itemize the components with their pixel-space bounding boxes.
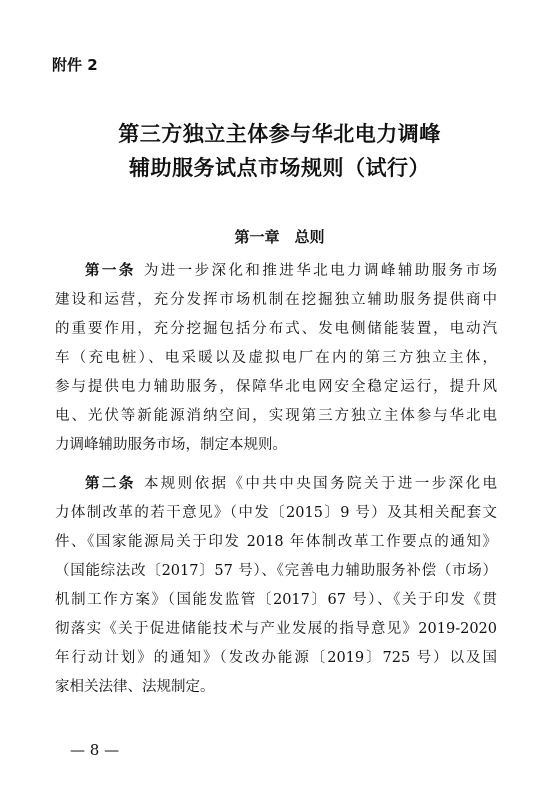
chapter-heading: 第一章 总则 bbox=[234, 228, 325, 246]
article-2-line-2: 力体制改革的若干意见》（中发〔2015〕9 号）及其相关配套文 bbox=[55, 505, 497, 521]
article-2-line-1: 第二条 本规则依据《中共中央国务院关于进一步深化电 bbox=[85, 476, 498, 492]
document-title-line-1: 第三方独立主体参与华北电力调峰 bbox=[118, 122, 441, 146]
article-1-line-4: 车（充电桩）、电采暖以及虚拟电厂在内的第三方独立主体， bbox=[55, 350, 497, 366]
article-1-line-5: 参与提供电力辅助服务，保障华北电网安全稳定运行，提升风 bbox=[55, 379, 497, 395]
article-2-line-4: （国能综法改〔2017〕57 号）、《完善电力辅助服务补偿（市场） bbox=[55, 563, 497, 579]
article-1-line-3: 的重要作用，充分挖掘包括分布式、发电侧储能装置，电动汽 bbox=[55, 321, 497, 337]
article-2-line-6: 彻落实《关于促进储能技术与产业发展的指导意见》2019-2020 bbox=[55, 621, 497, 637]
article-1-line-2: 建设和运营，充分发挥市场机制在挖掘独立辅助服务提供商中 bbox=[55, 292, 497, 308]
article-2-line-8: 家相关法律、法规制定。 bbox=[55, 679, 215, 695]
article-1-line-1: 第一条 为进一步深化和推进华北电力调峰辅助服务市场 bbox=[85, 263, 498, 279]
attachment-label: 附件 2 bbox=[52, 56, 98, 74]
article-1-line-6: 电、光伏等新能源消纳空间，实现第三方独立主体参与华北电 bbox=[55, 408, 497, 424]
article-1-line-7: 力调峰辅助服务市场，制定本规则。 bbox=[55, 437, 287, 453]
article-2-line-7: 年行动计划》的通知》（发改办能源〔2019〕725 号）以及国 bbox=[55, 650, 497, 666]
article-2-line-3: 件、《国家能源局关于印发 2018 年体制改革工作要点的通知》 bbox=[55, 534, 497, 550]
article-2-label: 第二条 bbox=[85, 476, 136, 492]
article-2-line-5: 机制工作方案》（国能发监管〔2017〕67 号）、《关于印发《贯 bbox=[55, 592, 497, 608]
document-title-line-2: 辅助服务试点市场规则（试行） bbox=[129, 156, 430, 180]
article-1-label: 第一条 bbox=[85, 263, 136, 279]
page-number: — 8 — bbox=[70, 741, 120, 759]
